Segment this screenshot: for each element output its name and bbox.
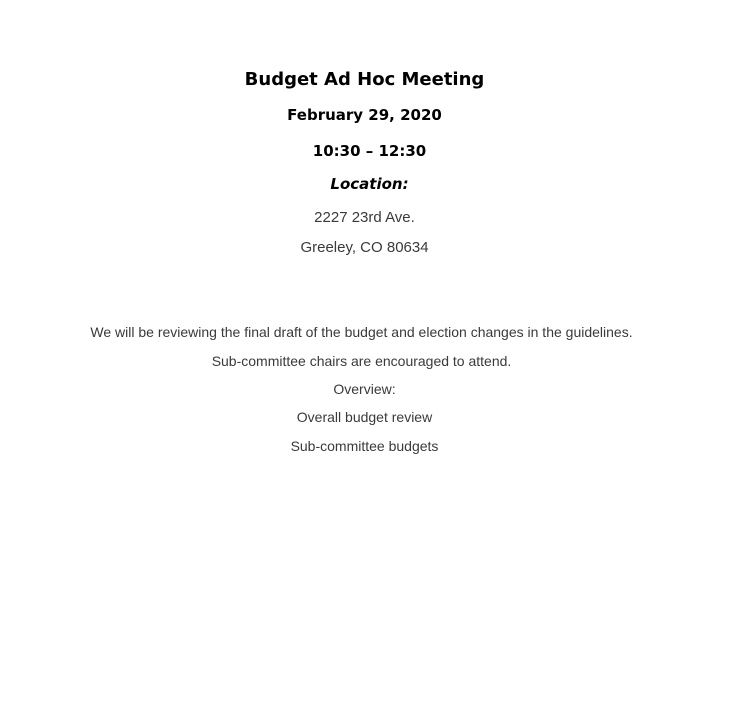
overview-item: Sub-committee budgets (290, 438, 439, 454)
attendance-note: Sub-committee chairs are encouraged to attend. (211, 353, 512, 369)
address-line-1: 2227 23rd Ave. (314, 209, 415, 226)
overview-label: Overview: (333, 381, 396, 397)
address-line-2: Greeley, CO 80634 (300, 239, 429, 256)
meeting-date: February 29, 2020 (287, 106, 442, 124)
agenda-paragraph: We will be reviewing the final draft of the budget and election changes in the guidelines. (90, 324, 633, 340)
meeting-title: Budget Ad Hoc Meeting (244, 69, 485, 90)
meeting-time: 10:30 – 12:30 (312, 142, 427, 160)
overview-item: Overall budget review (296, 409, 433, 425)
location-label: Location: (330, 175, 409, 193)
